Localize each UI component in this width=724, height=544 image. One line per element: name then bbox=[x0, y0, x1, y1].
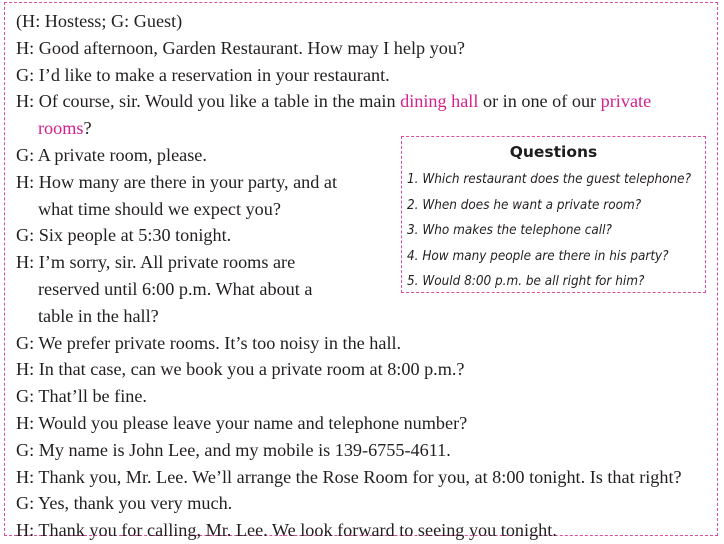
dialogue-line: G: Yes, thank you very much. bbox=[16, 493, 233, 514]
term-rooms: rooms bbox=[38, 118, 84, 139]
questions-list bbox=[407, 167, 705, 295]
term-private: private bbox=[600, 91, 652, 112]
dialogue-line-continued: what time should we expect you? bbox=[38, 198, 281, 219]
question-item: 5. Would 8:00 p.m. be all right for him? bbox=[407, 274, 645, 290]
questions-box bbox=[401, 136, 706, 293]
questions-title: Questions bbox=[509, 143, 598, 161]
dialogue-line: H: Would you please leave your name and telephone number? bbox=[16, 412, 468, 433]
question-item: 2. When does he want a private room? bbox=[407, 197, 642, 213]
dialogue-line: H: I’m sorry, sir. All private rooms are bbox=[16, 252, 296, 273]
dialogue-line-continued: table in the hall? bbox=[38, 305, 159, 326]
question-item: 4. How many people are there in his party? bbox=[407, 248, 669, 264]
dialogue-line: H: Thank you, Mr. Lee. We’ll arrange the Rose Room for you, at 8:00 tonight. Is that right? bbox=[16, 466, 682, 487]
dialogue-line: G: A private room, please. bbox=[16, 144, 207, 165]
dialogue-line-continued: reserved until 6:00 p.m. What about a bbox=[38, 278, 313, 299]
term-dining-hall: dining hall bbox=[400, 91, 479, 112]
line-text: or in one of our bbox=[478, 91, 601, 112]
dialogue-line: G: Six people at 5:30 tonight. bbox=[16, 225, 232, 246]
question-item: 3. Who makes the telephone call? bbox=[407, 223, 612, 239]
legend-line: (H: Hostess; G: Guest) bbox=[16, 11, 183, 31]
line-text: H: Of course, sir. Would you like a table in the main bbox=[16, 91, 401, 112]
dialogue-line bbox=[16, 88, 682, 115]
dialogue-line: G: My name is John Lee, and my mobile is 139-6755-4611. bbox=[16, 439, 451, 460]
dialogue-line: H: In that case, can we book you a private room at 8:00 p.m.? bbox=[16, 359, 465, 380]
dialogue-line: H: Good afternoon, Garden Restaurant. How may I help you? bbox=[16, 37, 466, 58]
dialogue-line: G: We prefer private rooms. It’s too noisy in the hall. bbox=[16, 332, 402, 353]
dialogue-line: G: That’ll be fine. bbox=[16, 386, 147, 407]
line-text: ? bbox=[83, 118, 92, 139]
question-item: 1. Which restaurant does the guest telephone? bbox=[407, 172, 691, 187]
dialogue-line: H: Thank you for calling, Mr. Lee. We look forward to seeing you tonight. bbox=[16, 520, 557, 541]
dialogue-line: H: How many are there in your party, and at bbox=[16, 171, 338, 192]
dialogue-line: G: I’d like to make a reservation in your restaurant. bbox=[16, 64, 390, 85]
